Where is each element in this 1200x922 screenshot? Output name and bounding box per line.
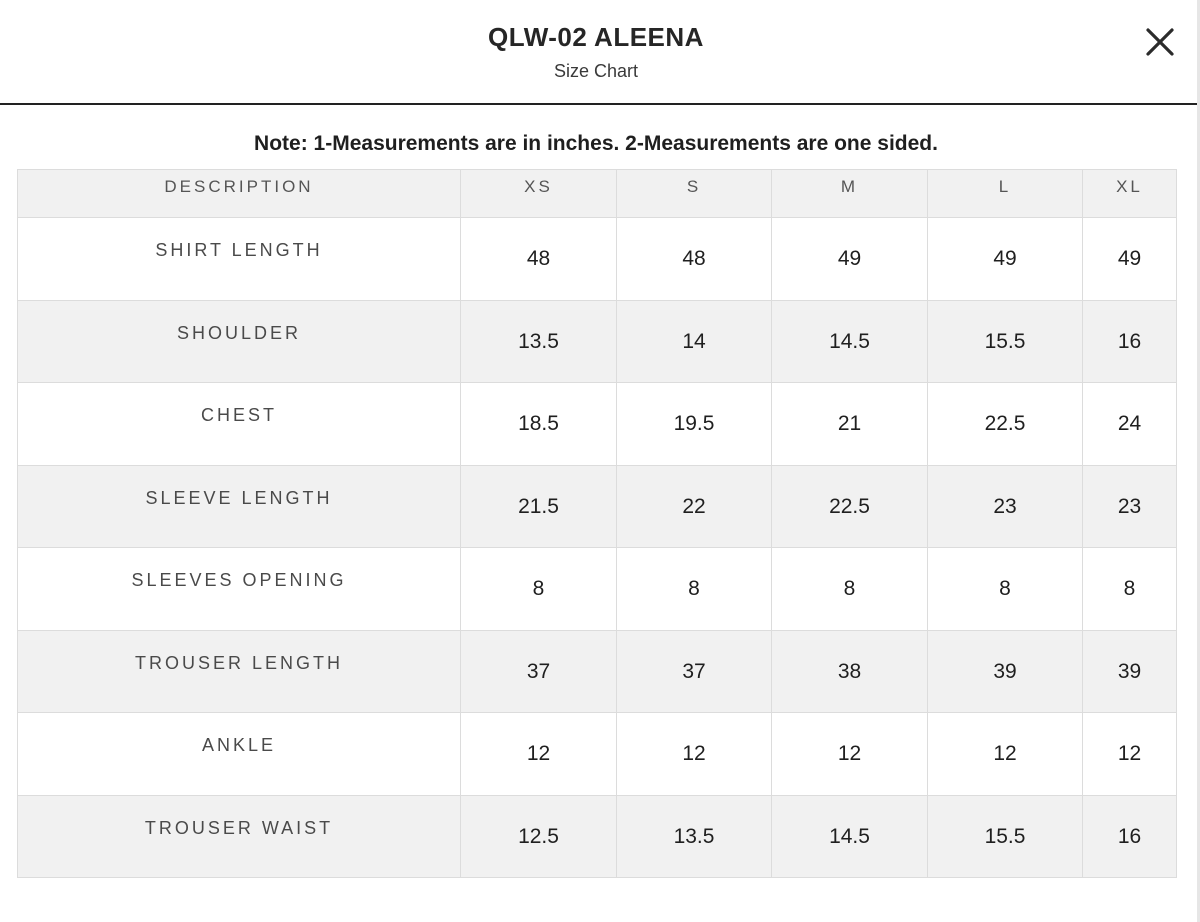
table-row [18,795,1177,878]
cell-value: 49 [772,218,928,301]
cell-value: 39 [1083,630,1177,713]
row-label: SHIRT LENGTH [18,218,461,301]
cell-value: 12 [928,713,1083,796]
column-header-xs: XS [461,170,617,218]
cell-value: 39 [928,630,1083,713]
cell-value: 16 [1083,795,1177,878]
size-chart-table [17,169,1177,878]
cell-value: 49 [928,218,1083,301]
modal-title: QLW-02 ALEENA [488,22,704,52]
cell-value: 8 [461,548,617,631]
row-label: ANKLE [18,713,461,796]
cell-value: 22.5 [928,383,1083,466]
modal-header [0,0,1200,105]
column-header-l: L [928,170,1083,218]
cell-value: 48 [461,218,617,301]
modal-subtitle: Size Chart [553,61,639,81]
table-row [18,300,1177,383]
cell-value: 37 [461,630,617,713]
cell-value: 15.5 [928,300,1083,383]
cell-value: 8 [617,548,772,631]
table-row [18,548,1177,631]
cell-value: 18.5 [461,383,617,466]
cell-value: 8 [772,548,928,631]
cell-value: 12.5 [461,795,617,878]
cell-value: 16 [1083,300,1177,383]
cell-value: 14.5 [772,795,928,878]
column-header-s: S [617,170,772,218]
column-header-m: M [772,170,928,218]
table-row [18,383,1177,466]
table-row [18,218,1177,301]
cell-value: 15.5 [928,795,1083,878]
cell-value: 13.5 [617,795,772,878]
cell-value: 37 [617,630,772,713]
column-header-xl: XL [1083,170,1177,218]
cell-value: 14 [617,300,772,383]
cell-value: 12 [1083,713,1177,796]
cell-value: 13.5 [461,300,617,383]
cell-value: 48 [617,218,772,301]
table-row [18,630,1177,713]
cell-value: 12 [772,713,928,796]
close-button[interactable] [1138,20,1182,64]
cell-value: 14.5 [772,300,928,383]
close-icon [1145,27,1175,57]
cell-value: 8 [1083,548,1177,631]
row-label: CHEST [18,383,461,466]
cell-value: 19.5 [617,383,772,466]
cell-value: 21.5 [461,465,617,548]
measurement-note: Note: 1-Measurements are in inches. 2-Measurements are one sided. [254,132,938,155]
cell-value: 21 [772,383,928,466]
cell-value: 49 [1083,218,1177,301]
row-label: TROUSER LENGTH [18,630,461,713]
cell-value: 22 [617,465,772,548]
row-label: TROUSER WAIST [18,795,461,878]
cell-value: 38 [772,630,928,713]
cell-value: 12 [617,713,772,796]
cell-value: 12 [461,713,617,796]
row-label: SHOULDER [18,300,461,383]
cell-value: 24 [1083,383,1177,466]
table-header-row [18,170,1177,218]
table-row [18,713,1177,796]
cell-value: 23 [1083,465,1177,548]
table-row [18,465,1177,548]
column-header-description: DESCRIPTION [18,170,461,218]
cell-value: 22.5 [772,465,928,548]
row-label: SLEEVE LENGTH [18,465,461,548]
row-label: SLEEVES OPENING [18,548,461,631]
cell-value: 8 [928,548,1083,631]
cell-value: 23 [928,465,1083,548]
